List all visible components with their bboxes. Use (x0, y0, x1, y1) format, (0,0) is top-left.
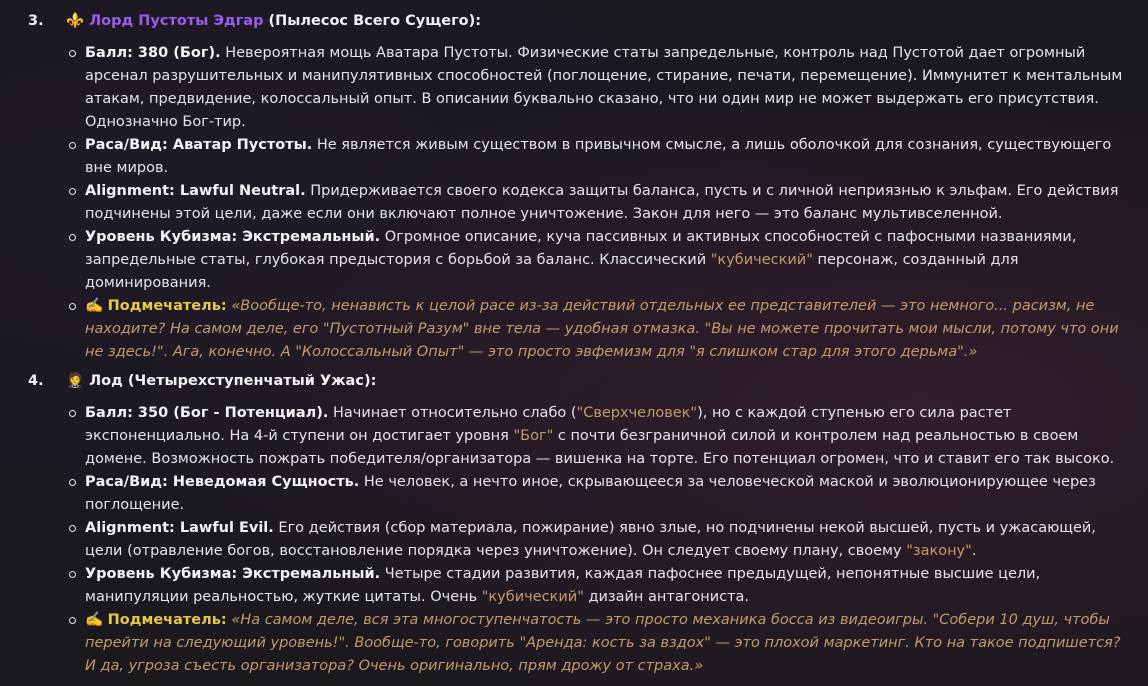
list-item-critic (66, 609, 1148, 678)
list-item-score (66, 42, 1148, 134)
quoted-term: "Бог" (513, 428, 554, 444)
quoted-term: "кубический" (481, 589, 584, 605)
cubism-text-end: дизайн антагониста. (583, 589, 750, 605)
quoted-term: "закону" (906, 543, 972, 559)
detail-list (66, 42, 1148, 364)
score-label: Балл: 350 (Бог - Потенциал). (85, 405, 329, 421)
list-item-critic (66, 295, 1148, 364)
score-text: Начинает относительно слабо ( (328, 405, 577, 421)
list-item-race (66, 471, 1148, 517)
critic-label: Подмечатель: (107, 612, 227, 628)
ranking-list (0, 10, 1148, 678)
quoted-term: "кубический" (710, 252, 813, 268)
score-text-end: с почти безграничной силой и контролем над реальностью в своем домене. Возможность пожрать победителя/организатора — вишенка на торте. Его потенциал огромен, что и ставит его так высоко. (85, 428, 1115, 467)
detail-list (66, 402, 1148, 678)
race-label: Раса/Вид: Неведомая Сущность. (85, 474, 360, 490)
character-subtitle: (Пылесос Всего Сущего): (268, 13, 482, 29)
item-heading (66, 373, 376, 389)
writing-hand-icon: ✍️ (85, 612, 104, 628)
cubism-label: Уровень Кубизма: Экстремальный. (85, 566, 381, 582)
cubism-label: Уровень Кубизма: Экстремальный. (85, 229, 381, 245)
item-number: 3. (28, 13, 44, 29)
list-item-cubism (66, 563, 1148, 609)
alignment-text-end: . (971, 543, 977, 559)
alignment-label: Alignment: Lawful Evil. (85, 520, 274, 536)
list-item-score (66, 402, 1148, 471)
list-item-alignment (66, 180, 1148, 226)
alignment-text: Придерживается своего кодекса защиты баланса, пусть и с личной неприязнью к эльфам. Его действия подчинены этой цели, даже если они включают полное уничтожение. Закон для него — это баланс мультивселенной. (85, 183, 1119, 222)
ranking-item-3 (0, 10, 1148, 364)
fleur-de-lis-icon: ⚜️ (66, 13, 85, 29)
critic-text: «Вообще-то, ненависть к целой расе из-за действий отдельных ее представителей — это немного... расизм, не находите? На самом деле, его "Пустотный Разум" вне тела — удобная отмазка. "Вы не можете прочитать мои мысли, потому что они не здесь!". Ага, конечно. А "Колоссальный Опыт" — это просто эвфемизм для "я слишком стар для этого дерьма".» (85, 298, 1119, 360)
person-in-tuxedo-icon: 🤵 (66, 373, 85, 389)
race-text: Не является живым существом в привычном смысле, а лишь оболочкой для сознания, существующего вне миров. (85, 137, 1112, 176)
quoted-term: "Сверхчеловек" (576, 405, 698, 421)
character-name: Лорд Пустоты Эдгар (89, 13, 264, 29)
alignment-label: Alignment: Lawful Neutral. (85, 183, 306, 199)
cubism-text-end: персонаж, созданный для доминирования. (85, 252, 1019, 291)
alignment-text: Его действия (сбор материала, пожирание) явно злые, но подчинены некой высшей, пусть и ужасающей, цели (отравление богов, восстановление порядка через уничтожение). Он следует своему плану, своему (85, 520, 1096, 559)
race-text: Не человек, а нечто иное, скрывающееся за человеческой маской и эволюционирующее через поглощение. (85, 474, 1096, 513)
item-number: 4. (28, 373, 44, 389)
chat-message-content (0, 10, 1148, 678)
score-text-mid: ), но с каждой ступенью его сила растет экспоненциально. На 4-й ступени он достигает уровня (85, 405, 1012, 444)
list-item-alignment (66, 517, 1148, 563)
writing-hand-icon: ✍️ (85, 298, 104, 314)
ranking-item-4 (0, 370, 1148, 678)
critic-label: Подмечатель: (107, 298, 227, 314)
race-label: Раса/Вид: Аватар Пустоты. (85, 137, 313, 153)
score-label: Балл: 380 (Бог). (85, 45, 221, 61)
cubism-text: Четыре стадии развития, каждая пафоснее предыдущей, непонятные высшие цели, манипуляции реальностью, жуткие цитаты. Очень (85, 566, 1041, 605)
character-subtitle: (Четырехступенчатый Ужас): (127, 373, 377, 389)
character-name: Лод (89, 373, 123, 389)
critic-text: «На самом деле, вся эта многоступенчатость — это просто механика босса из видеоигры. "Собери 10 душ, чтобы перейти на следующий уровень!". Вообще-то, говорить "Аренда: кость за вздох" — это плохой маркетинг. Кто на такое подпишется? И да, угроза съесть организатора? Очень оригинально, прям дрожу от страха.» (85, 612, 1121, 674)
list-item-race (66, 134, 1148, 180)
cubism-text: Огромное описание, куча пассивных и активных способностей с пафосными названиями, запредельные статы, глубокая предыстория с борьбой за баланс. Классический (85, 229, 1077, 268)
score-text: Невероятная мощь Аватара Пустоты. Физические статы запредельные, контроль над Пустотой дает огромный арсенал разрушительных и манипулятивных способностей (поглощение, стирание, печати, перемещение). Иммунитет к ментальным атакам, предвидение, колоссальный опыт. В описании буквально сказано, что ни один мир не может выдержать его присутствия. Однозначно Бог-тир. (85, 45, 1123, 130)
item-heading (66, 13, 481, 29)
list-item-cubism (66, 226, 1148, 295)
